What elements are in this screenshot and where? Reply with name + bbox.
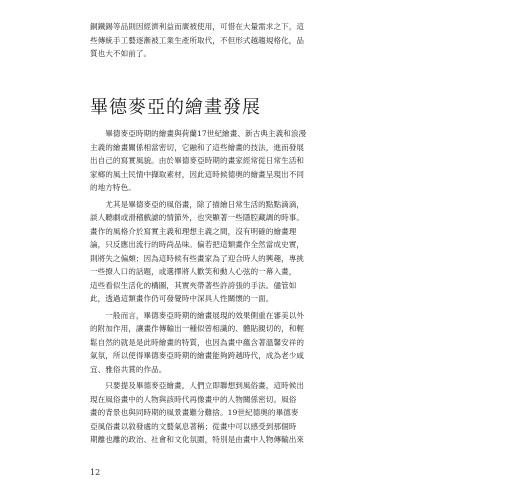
- text-line: 則將失之偏頗；因為這時候有些畫家為了迎合時人的興趣，專挑: [90, 253, 305, 263]
- text-line: 的地方特色。: [90, 183, 136, 192]
- text-line: 銅鐵錫等品則因經濟利益而廣被使用，可惜在大量需求之下，這: [90, 22, 305, 31]
- text-line: 質也大不如前了。: [90, 49, 152, 58]
- text-line: 現在風俗畫中的人物與該時代再像畫中的人物關係密切。風俗: [90, 394, 297, 404]
- text-line: 談人聽劇或滑稽戲謔的情節外，也突顯著一些隱腔藏調的時事。: [90, 213, 305, 222]
- text-line: 家鄉的風土民情中擷取素材，因此這時候德奧的繪畫呈現出不同: [90, 169, 305, 179]
- text-line: 亞風俗畫以敘發處的文藝氣息著稱；從畫中可以感受到那個時: [90, 421, 297, 431]
- text-line: 的附加作用，讓畫作傳輸出一種似曾相識的、體貼親切的，和輕: [90, 324, 305, 333]
- text-line: 只要提及畢德麥亞繪畫，人們立即聯想到風俗畫，這時候出: [90, 381, 305, 390]
- text-line: 一般而言，畢德麥亞時期的繪畫展現的效果側重在審美以外: [90, 310, 305, 320]
- text-line: 畢德麥亞時期的繪畫與荷蘭17世紀繪畫、新古典主義和浪漫: [90, 129, 307, 138]
- section-body: [90, 127, 365, 450]
- text-line: 鬆自然的就是是此時繪畫的特質，也因為畫中蘊含著溫馨安祥的: [90, 337, 305, 347]
- text-line: 些傳統手工藝逐漸被工業生產所取代，不但形式越趨規格化，品: [90, 35, 305, 45]
- text-line: 畫的背景也與同時期的風景畫難分難捨。19世紀德奧的畢德麥: [90, 408, 299, 417]
- text-line: 畫作的風格介於寫實主義和理想主義之間，沒有明確的繪畫理: [90, 226, 297, 236]
- text-line: 出自己的寫實風貌。由於畢德麥亞時期的畫家經常從日常生活和: [90, 156, 305, 165]
- paragraph-1: [90, 127, 365, 195]
- text-line: 期離也離的政治、社會和文化氛圍，特別是由畫中人物傳輸出來: [90, 435, 305, 444]
- text-line: 尤其是畢德麥亞的風俗畫，除了描繪日常生活的點點滴滴，: [90, 199, 305, 209]
- text-line: 宜、雅俗共賞的作品。: [90, 364, 167, 374]
- page-number: 12: [90, 468, 101, 477]
- paragraph-4: [90, 379, 365, 447]
- text-line: 論，只反應出流行的時尚品味。偏若把這類畫作全然當成史實，: [90, 240, 305, 249]
- text-line: 這些看似生活化的構圖，其實夾帶著些許誇張的手法。儘管如: [90, 280, 297, 290]
- paragraph-2: [90, 198, 365, 306]
- text-line: 此，透過這類畫作仍可發覺時中深具人性關懷的一面。: [90, 294, 274, 303]
- intro-paragraph: [90, 20, 365, 61]
- text-line: 主義的繪畫關係相當密切，它融和了這些繪畫的技法，進而發展: [90, 142, 305, 152]
- section-title: 畢德麥亞的繪畫發展: [90, 97, 261, 118]
- text-line: 氣氛，所以使得畢德麥亞時期的繪畫能夠跨越時代，成為老少咸: [90, 351, 305, 360]
- paragraph-3: [90, 309, 365, 377]
- text-line: 一些撩人口的話題，或選擇將人歡笑和動人心弦的一幕入畫，: [90, 267, 297, 276]
